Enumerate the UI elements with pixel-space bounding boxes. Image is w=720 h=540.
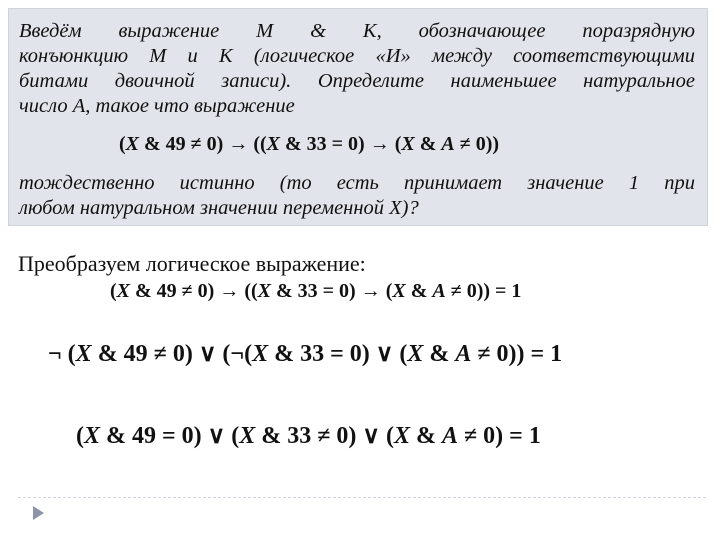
task-line-3 [19,69,695,93]
word: выражение [118,20,220,42]
word: натуральное [583,70,695,92]
word: и [187,45,198,67]
word: между [431,45,492,67]
word: конъюнкцию [19,45,129,67]
solution-intro: Преобразуем логическое выражение: [18,251,366,276]
solution-step-3: (X & 49 = 0) ∨ (X & 33 ≠ 0) ∨ (X & A ≠ 0) = 1 [76,423,541,449]
word: Введём [19,20,82,42]
word: M [256,20,274,42]
word: истинно [179,172,255,194]
word: (логическое [253,45,355,67]
task-line-2 [19,44,695,68]
word: есть [336,172,379,194]
word: тождественно [19,172,155,194]
word: записи). [221,70,292,92]
word: обозначающее [418,20,546,42]
task-box [8,8,708,226]
task-line-4: число A, такое что выражение [19,95,295,117]
word: Определите [317,70,425,92]
word: при [664,172,695,194]
word: K [218,45,233,67]
word: двоичной [114,70,195,92]
word: «И» [375,45,411,67]
task-line-1 [19,19,695,43]
word: & [310,20,327,42]
word: 1 [628,172,640,194]
solution-step-1: (X & 49 ≠ 0) → ((X & 33 = 0) → (X & A ≠ 0)) = 1 [110,280,522,302]
word: соответствующими [513,45,695,67]
task-line-5 [19,171,695,195]
word: наименьшее [450,70,557,92]
word: K, [362,20,382,42]
task-line-6: любом натуральном значении переменной X)? [19,197,419,219]
word: значение [527,172,604,194]
word: принимает [403,172,503,194]
word: (то [279,172,312,194]
word: битами [19,70,89,92]
triangle-bullet-icon [33,506,44,520]
solution-step-2: ¬ (X & 49 ≠ 0) ∨ (¬(X & 33 = 0) ∨ (X & A ≠ 0)) = 1 [48,341,563,367]
word: поразрядную [582,20,695,42]
task-formula: (X & 49 ≠ 0) → ((X & 33 = 0) → (X & A ≠ 0)) [119,133,500,155]
word: M [149,45,167,67]
footer-divider [18,497,706,498]
